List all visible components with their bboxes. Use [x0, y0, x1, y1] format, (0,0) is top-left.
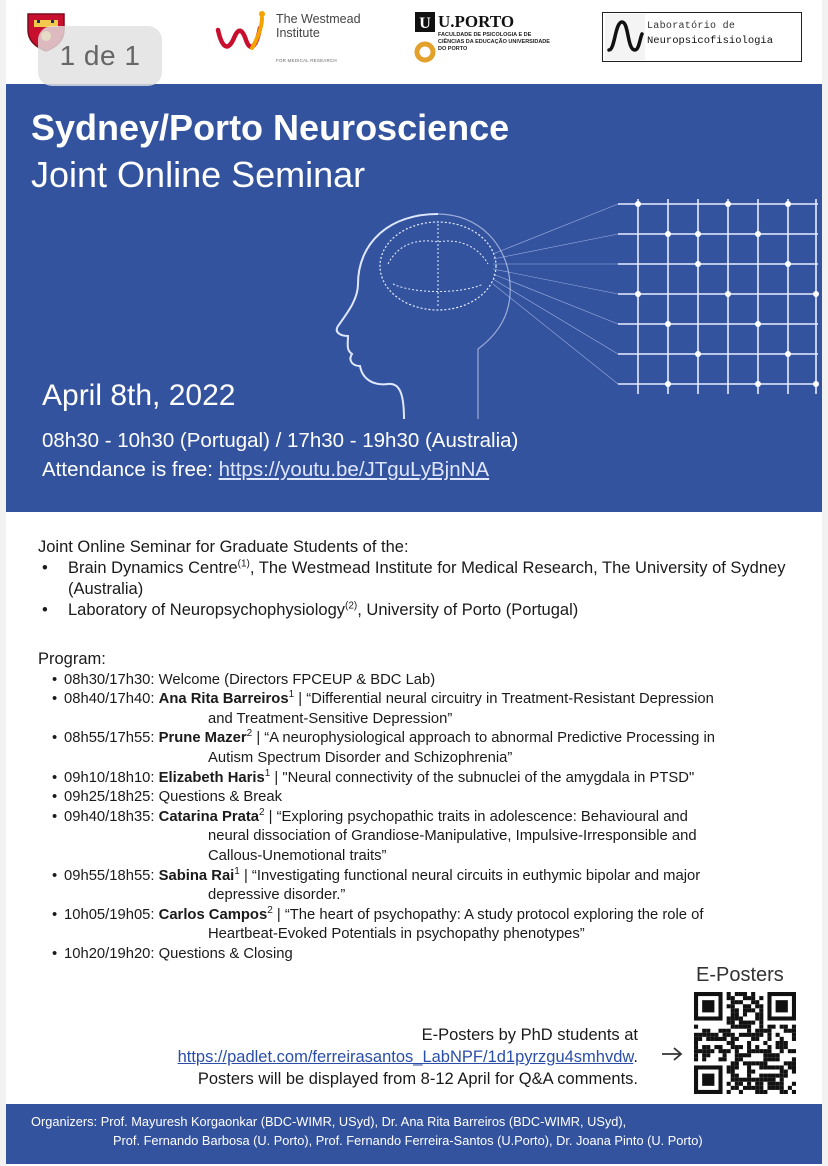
bdc-name: Brain Dynamics Centre	[68, 559, 238, 577]
organizers-footer	[6, 1104, 822, 1164]
intro-item-bdc	[38, 558, 798, 600]
poster-page	[6, 0, 822, 1166]
eposters-title: E-Posters	[696, 964, 784, 986]
intro-section	[38, 537, 798, 621]
lab-neuropsicofisiologia-logo	[602, 12, 802, 62]
lab-name-line1: Laboratório de	[647, 21, 736, 32]
eposters-line2	[96, 1046, 638, 1068]
program-talk-title: | “Differential neural circuitry in Treatment-Resistant Depression	[294, 691, 714, 708]
eposters-info	[96, 1024, 638, 1090]
title-banner	[6, 84, 822, 512]
program-item	[38, 690, 808, 729]
affiliation-sup: 1	[288, 689, 295, 701]
westmead-institute-logo	[214, 8, 364, 68]
program-talk-title-cont: Heartbeat-Evoked Potentials in psychopathy phenotypes”	[208, 926, 585, 943]
program-talk-title-cont: and Treatment-Sensitive Depression”	[208, 710, 453, 727]
program-list	[38, 671, 808, 965]
program-speaker: Catarina Prata	[158, 808, 259, 825]
lab-rest: , University of Porto (Portugal)	[357, 601, 579, 619]
bdc-rest: , The Westmead Institute for Medical Research, The University of Sydney (Australia)	[68, 559, 786, 598]
uporto-fpce-logo	[414, 8, 564, 68]
program-speaker: Carlos Campos	[158, 906, 268, 923]
program-item	[38, 788, 808, 808]
event-subtitle: Joint Online Seminar	[31, 154, 366, 195]
organizers-line2: Prof. Fernando Barbosa (U. Porto), Prof. Fernando Ferreira-Santos (U.Porto), Dr. Joana Pinto (U. Porto)	[113, 1133, 703, 1148]
program-talk-title: | “A neurophysiological approach to abnormal Predictive Processing in	[252, 730, 716, 747]
program-time: 08h40/17h40:	[64, 691, 159, 708]
program-time: 09h40/18h35:	[64, 808, 159, 825]
program-item	[38, 906, 808, 945]
program-title: Program:	[38, 650, 106, 668]
program-section	[38, 650, 808, 965]
affiliation-sup: 2	[267, 904, 273, 916]
page-indicator-badge: 1 de 1	[38, 26, 162, 86]
program-time: 09h55/18h55:	[64, 867, 159, 884]
lab-name-line2: Neuropsicofisiologia	[647, 35, 774, 47]
program-talk-title: Questions & Closing	[158, 945, 293, 962]
program-time: 08h55/17h55:	[64, 730, 159, 747]
program-talk-title-cont: depressive disorder.”	[208, 887, 346, 904]
attendance-line	[42, 458, 489, 482]
program-speaker: Ana Rita Barreiros	[158, 691, 289, 708]
program-time: 08h30/17h30:	[64, 671, 159, 688]
program-talk-title-cont: Autism Spectrum Disorder and Schizophrenia”	[208, 749, 513, 766]
westmead-name: The Westmead Institute	[276, 12, 361, 40]
intro-heading: Joint Online Seminar for Graduate Students of the:	[38, 538, 409, 556]
brain-network-illustration	[318, 194, 822, 419]
attendance-label: Attendance is free:	[42, 458, 219, 481]
affiliation-sup: 1	[234, 865, 240, 877]
program-talk-title-cont: Callous-Unemotional traits”	[208, 847, 387, 864]
qr-code[interactable]	[694, 992, 796, 1094]
program-item	[38, 769, 808, 789]
intro-item-lab	[38, 600, 798, 621]
program-speaker: Sabina Rai	[158, 867, 235, 884]
affiliation-sup: 2	[258, 806, 265, 818]
bdc-sup: (1)	[237, 558, 250, 570]
event-time: 08h30 - 10h30 (Portugal) / 17h30 - 19h30 (Australia)	[42, 429, 519, 452]
program-item	[38, 671, 808, 691]
program-item	[38, 729, 808, 768]
program-time: 09h10/18h10:	[64, 769, 159, 786]
organizers-line1: Organizers: Prof. Mayuresh Korgaonkar (BDC-WIMR, USyd), Dr. Ana Rita Barreiros (BDC-WIMR, USyd),	[31, 1114, 627, 1129]
lab-name: Laboratory of Neuropsychophysiology	[68, 601, 345, 619]
event-title: Sydney/Porto Neuroscience	[31, 107, 510, 148]
affiliation-sup: 1	[264, 767, 271, 779]
westmead-mark-icon	[214, 8, 274, 64]
fpce-subtitle: FACULDADE DE PSICOLOGIA E DE CIÊNCIAS DA EDUCAÇÃO UNIVERSIDADE DO PORTO	[438, 32, 550, 52]
program-item	[38, 867, 808, 906]
program-talk-title: | “Exploring psychopathic traits in adolescence: Behavioural and	[264, 808, 688, 825]
eposters-line1: E-Posters by PhD students at	[421, 1026, 638, 1044]
program-talk-title: | “The heart of psychopathy: A study protocol exploring the role of	[272, 906, 704, 923]
event-date: April 8th, 2022	[42, 379, 236, 412]
lab-sup: (2)	[345, 600, 358, 612]
program-time: 10h05/19h05:	[64, 906, 159, 923]
program-talk-title: Welcome (Directors FPCEUP & BDC Lab)	[158, 671, 436, 688]
link-suffix: .	[633, 1048, 638, 1066]
program-talk-title: | “Investigating functional neural circuits in euthymic bipolar and major	[239, 867, 701, 884]
program-speaker: Elizabeth Haris	[158, 769, 265, 786]
program-item	[38, 945, 808, 965]
eposters-line3: Posters will be displayed from 8-12 April for Q&A comments.	[197, 1070, 638, 1088]
uporto-brand: U.PORTO	[438, 12, 515, 31]
arrow-right-icon	[661, 1046, 683, 1062]
program-time: 10h20/19h20:	[64, 945, 159, 962]
westmead-subtitle: FOR MEDICAL RESEARCH	[276, 58, 337, 63]
program-talk-title-cont: neural dissociation of Grandiose-Manipulative, Impulsive-Irresponsible and	[208, 828, 697, 845]
affiliation-sup: 2	[246, 728, 253, 740]
youtube-link[interactable]: https://youtu.be/JTguLyBjnNA	[218, 458, 490, 481]
program-speaker: Prune Mazer	[158, 730, 247, 747]
program-item	[38, 808, 808, 867]
program-talk-title: | "Neural connectivity of the subnuclei of the amygdala in PTSD"	[270, 769, 695, 786]
waveform-icon	[605, 14, 645, 60]
padlet-link[interactable]: https://padlet.com/ferreirasantos_LabNPF/1d1pyrzgu4smhvdw	[177, 1048, 634, 1066]
program-talk-title: Questions & Break	[158, 789, 283, 806]
uporto-mark-icon	[414, 12, 436, 68]
svg-text:U: U	[419, 15, 431, 32]
program-time: 09h25/18h25:	[64, 789, 159, 806]
